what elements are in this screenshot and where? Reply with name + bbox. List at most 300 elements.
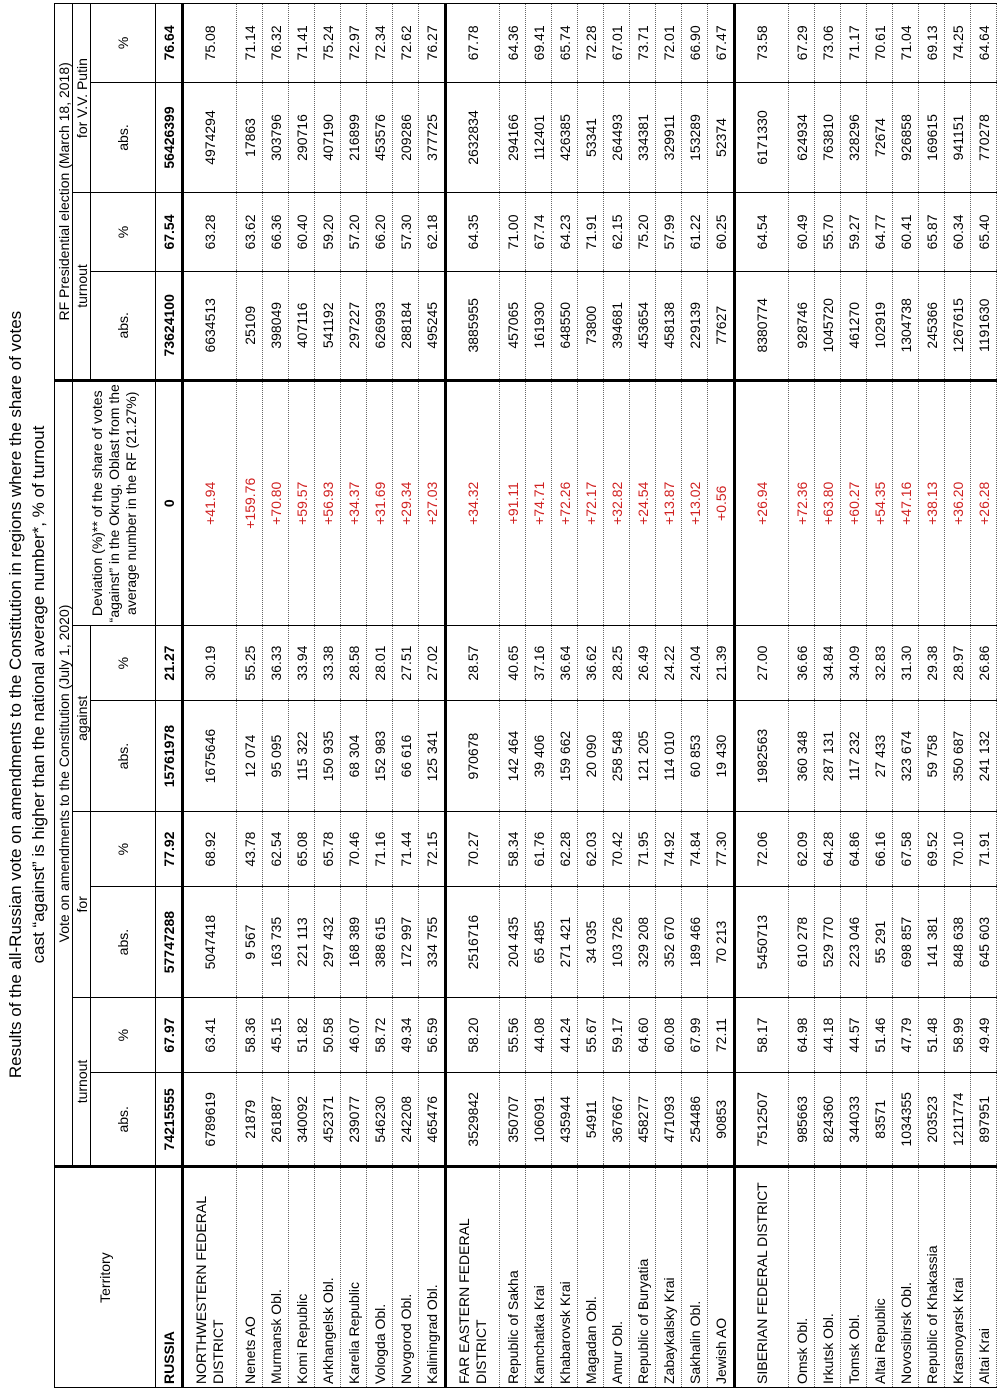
value-cell: 216899 bbox=[341, 82, 367, 192]
table-row bbox=[367, 4, 393, 1388]
value-cell: 55.25 bbox=[237, 625, 263, 701]
value-cell: 73.71 bbox=[630, 4, 656, 83]
value-cell: 27 433 bbox=[867, 701, 893, 811]
value-cell: 648550 bbox=[552, 271, 578, 380]
value-cell: 8380774 bbox=[735, 271, 789, 380]
value-cell: 242208 bbox=[393, 1073, 419, 1167]
value-cell: 407190 bbox=[315, 82, 341, 192]
value-cell: 66.36 bbox=[263, 193, 289, 272]
value-cell: 529 770 bbox=[815, 887, 841, 997]
table-row bbox=[630, 4, 656, 1388]
value-cell: 970678 bbox=[446, 701, 500, 811]
value-cell: 75.20 bbox=[630, 193, 656, 272]
value-cell: 985663 bbox=[789, 1073, 815, 1167]
value-cell: 471093 bbox=[656, 1073, 682, 1167]
value-cell: 340092 bbox=[289, 1073, 315, 1167]
value-cell: 83571 bbox=[867, 1073, 893, 1167]
value-cell: 495245 bbox=[419, 271, 446, 380]
value-cell: 352 670 bbox=[656, 887, 682, 997]
header-abs: abs. bbox=[91, 1073, 156, 1167]
value-cell: 64.77 bbox=[867, 193, 893, 272]
value-cell: 61.76 bbox=[526, 811, 552, 887]
deviation-cell: +56.93 bbox=[315, 380, 341, 625]
territory-name: Jewish AO bbox=[708, 1167, 735, 1388]
header-pct: % bbox=[91, 193, 156, 272]
value-cell: 58.34 bbox=[500, 811, 526, 887]
value-cell: 59 758 bbox=[919, 701, 945, 811]
deviation-cell: +63.80 bbox=[815, 380, 841, 625]
value-cell: 290716 bbox=[289, 82, 315, 192]
value-cell: 926858 bbox=[893, 82, 919, 192]
value-cell: 258 548 bbox=[604, 701, 630, 811]
value-cell: 34.09 bbox=[841, 625, 867, 701]
value-cell: 76.27 bbox=[419, 4, 446, 83]
value-cell: 1191630 bbox=[971, 271, 997, 380]
header-for: for bbox=[73, 811, 91, 997]
value-cell: 1675646 bbox=[183, 701, 237, 811]
value-cell: 5450713 bbox=[735, 887, 789, 997]
value-cell: 47.79 bbox=[893, 997, 919, 1073]
value-cell: 458138 bbox=[656, 271, 682, 380]
value-cell: 9 567 bbox=[237, 887, 263, 997]
value-cell: 28.58 bbox=[341, 625, 367, 701]
territory-name: Karelia Republic bbox=[341, 1167, 367, 1388]
value-cell: 57747288 bbox=[156, 887, 183, 997]
value-cell: 75.08 bbox=[183, 4, 237, 83]
value-cell: 31.30 bbox=[893, 625, 919, 701]
value-cell: 698 857 bbox=[893, 887, 919, 997]
deviation-cell: +72.36 bbox=[789, 380, 815, 625]
value-cell: 394681 bbox=[604, 271, 630, 380]
table-row bbox=[656, 4, 682, 1388]
value-cell: 64.64 bbox=[971, 4, 997, 83]
header-election-group: RF Presidential election (March 18, 2018) bbox=[55, 4, 73, 381]
value-cell: 645 603 bbox=[971, 887, 997, 997]
value-cell: 435944 bbox=[552, 1073, 578, 1167]
value-cell: 71.17 bbox=[841, 4, 867, 83]
value-cell: 27.02 bbox=[419, 625, 446, 701]
deviation-cell: +34.37 bbox=[341, 380, 367, 625]
value-cell: 64.23 bbox=[552, 193, 578, 272]
value-cell: 72.01 bbox=[656, 4, 682, 83]
territory-name: RUSSIA bbox=[156, 1167, 183, 1388]
value-cell: 53341 bbox=[578, 82, 604, 192]
value-cell: 71.44 bbox=[393, 811, 419, 887]
value-cell: 90853 bbox=[708, 1073, 735, 1167]
value-cell: 60.49 bbox=[789, 193, 815, 272]
value-cell: 60.25 bbox=[708, 193, 735, 272]
deviation-cell: +26.94 bbox=[735, 380, 789, 625]
header-abs: abs. bbox=[91, 701, 156, 811]
value-cell: 388 615 bbox=[367, 887, 393, 997]
value-cell: 453576 bbox=[367, 82, 393, 192]
value-cell: 71.95 bbox=[630, 811, 656, 887]
deviation-cell: +29.34 bbox=[393, 380, 419, 625]
value-cell: 70.27 bbox=[446, 811, 500, 887]
value-cell: 56.59 bbox=[419, 997, 446, 1073]
value-cell: 398049 bbox=[263, 271, 289, 380]
value-cell: 60.34 bbox=[945, 193, 971, 272]
value-cell: 3885955 bbox=[446, 271, 500, 380]
deviation-cell: +91.11 bbox=[500, 380, 526, 625]
value-cell: 71.41 bbox=[289, 4, 315, 83]
district-row bbox=[735, 4, 789, 1388]
deviation-cell: +13.02 bbox=[682, 380, 708, 625]
value-cell: 426385 bbox=[552, 82, 578, 192]
value-cell: 770278 bbox=[971, 82, 997, 192]
value-cell: 287 131 bbox=[815, 701, 841, 811]
value-cell: 54911 bbox=[578, 1073, 604, 1167]
value-cell: 76.32 bbox=[263, 4, 289, 83]
deviation-cell: +26.28 bbox=[971, 380, 997, 625]
value-cell: 55.70 bbox=[815, 193, 841, 272]
value-cell: 44.18 bbox=[815, 997, 841, 1073]
value-cell: 25109 bbox=[237, 271, 263, 380]
value-cell: 67.58 bbox=[893, 811, 919, 887]
value-cell: 65.74 bbox=[552, 4, 578, 83]
table-row bbox=[393, 4, 419, 1388]
value-cell: 34.84 bbox=[815, 625, 841, 701]
value-cell: 37.16 bbox=[526, 625, 552, 701]
value-cell: 59.17 bbox=[604, 997, 630, 1073]
value-cell: 261887 bbox=[263, 1073, 289, 1167]
value-cell: 1034355 bbox=[893, 1073, 919, 1167]
header-territory: Territory bbox=[55, 1167, 156, 1388]
value-cell: 58.72 bbox=[367, 997, 393, 1073]
value-cell: 62.09 bbox=[789, 811, 815, 887]
value-cell: 70.10 bbox=[945, 811, 971, 887]
value-cell: 2632834 bbox=[446, 82, 500, 192]
value-cell: 66.16 bbox=[867, 811, 893, 887]
value-cell: 20 090 bbox=[578, 701, 604, 811]
value-cell: 150 935 bbox=[315, 701, 341, 811]
value-cell: 62.15 bbox=[604, 193, 630, 272]
value-cell: 70.61 bbox=[867, 4, 893, 83]
territory-name: Republic of Khakassia bbox=[919, 1167, 945, 1388]
value-cell: 71.16 bbox=[367, 811, 393, 887]
value-cell: 51.82 bbox=[289, 997, 315, 1073]
value-cell: 58.17 bbox=[735, 997, 789, 1073]
value-cell: 271 421 bbox=[552, 887, 578, 997]
table-row bbox=[315, 4, 341, 1388]
value-cell: 72.15 bbox=[419, 811, 446, 887]
value-cell: 67.01 bbox=[604, 4, 630, 83]
value-cell: 17863 bbox=[237, 82, 263, 192]
value-cell: 72.28 bbox=[578, 4, 604, 83]
value-cell: 69.41 bbox=[526, 4, 552, 83]
deviation-cell: +31.69 bbox=[367, 380, 393, 625]
table-row bbox=[578, 4, 604, 1388]
deviation-cell: +54.35 bbox=[867, 380, 893, 625]
value-cell: 897951 bbox=[971, 1073, 997, 1167]
value-cell: 73624100 bbox=[156, 271, 183, 380]
value-cell: 74.25 bbox=[945, 4, 971, 83]
value-cell: 49.49 bbox=[971, 997, 997, 1073]
value-cell: 626993 bbox=[367, 271, 393, 380]
territory-name: Tomsk Obl. bbox=[841, 1167, 867, 1388]
value-cell: 941151 bbox=[945, 82, 971, 192]
value-cell: 67.97 bbox=[156, 997, 183, 1073]
value-cell: 7512507 bbox=[735, 1073, 789, 1167]
value-cell: 64.60 bbox=[630, 997, 656, 1073]
deviation-cell: +38.13 bbox=[919, 380, 945, 625]
value-cell: 457065 bbox=[500, 271, 526, 380]
value-cell: 152 983 bbox=[367, 701, 393, 811]
header-pct: % bbox=[91, 625, 156, 701]
value-cell: 71.91 bbox=[578, 193, 604, 272]
value-cell: 57.30 bbox=[393, 193, 419, 272]
value-cell: 67.29 bbox=[789, 4, 815, 83]
value-cell: 72.97 bbox=[341, 4, 367, 83]
value-cell: 61.22 bbox=[682, 193, 708, 272]
territory-name: FAR EASTERN FEDERAL DISTRICT bbox=[446, 1167, 500, 1388]
value-cell: 72.34 bbox=[367, 4, 393, 83]
header-deviation: Deviation (%)** of the share of votes “against” in the Okrug, Oblast from the average number in the RF (21.27%) bbox=[73, 380, 156, 625]
value-cell: 64.35 bbox=[446, 193, 500, 272]
header-turnout-2018: turnout bbox=[73, 193, 91, 381]
table-row bbox=[263, 4, 289, 1388]
header-turnout: turnout bbox=[73, 997, 91, 1166]
value-cell: 2516716 bbox=[446, 887, 500, 997]
territory-name: Novosibirsk Obl. bbox=[893, 1167, 919, 1388]
value-cell: 67.99 bbox=[682, 997, 708, 1073]
district-row bbox=[183, 4, 237, 1388]
table-row bbox=[237, 4, 263, 1388]
value-cell: 57.20 bbox=[341, 193, 367, 272]
deviation-cell: +34.32 bbox=[446, 380, 500, 625]
value-cell: 64.98 bbox=[789, 997, 815, 1073]
territory-name: Vologda Obl. bbox=[367, 1167, 393, 1388]
table-row bbox=[945, 4, 971, 1388]
value-cell: 26.86 bbox=[971, 625, 997, 701]
title-line-1: Results of the all-Russian vote on amendments to the Constitution in regions where the share of votes bbox=[6, 310, 25, 1079]
value-cell: 52374 bbox=[708, 82, 735, 192]
value-cell: 28.57 bbox=[446, 625, 500, 701]
value-cell: 159 662 bbox=[552, 701, 578, 811]
value-cell: 294166 bbox=[500, 82, 526, 192]
value-cell: 241 132 bbox=[971, 701, 997, 811]
header-pct: % bbox=[91, 4, 156, 83]
value-cell: 57.99 bbox=[656, 193, 682, 272]
value-cell: 189 466 bbox=[682, 887, 708, 997]
value-cell: 73.58 bbox=[735, 4, 789, 83]
value-cell: 56426399 bbox=[156, 82, 183, 192]
value-cell: 68.92 bbox=[183, 811, 237, 887]
value-cell: 59.20 bbox=[315, 193, 341, 272]
table-row bbox=[971, 4, 997, 1388]
value-cell: 72.11 bbox=[708, 997, 735, 1073]
value-cell: 297227 bbox=[341, 271, 367, 380]
value-cell: 60.40 bbox=[289, 193, 315, 272]
header-abs: abs. bbox=[91, 82, 156, 192]
table-wrapper bbox=[54, 0, 992, 1389]
deviation-cell: +36.20 bbox=[945, 380, 971, 625]
value-cell: 465476 bbox=[419, 1073, 446, 1167]
value-cell: 77.30 bbox=[708, 811, 735, 887]
value-cell: 121 205 bbox=[630, 701, 656, 811]
value-cell: 49.34 bbox=[393, 997, 419, 1073]
value-cell: 367667 bbox=[604, 1073, 630, 1167]
value-cell: 546230 bbox=[367, 1073, 393, 1167]
value-cell: 74215555 bbox=[156, 1073, 183, 1167]
value-cell: 1304738 bbox=[893, 271, 919, 380]
value-cell: 245366 bbox=[919, 271, 945, 380]
deviation-cell: +47.16 bbox=[893, 380, 919, 625]
value-cell: 209286 bbox=[393, 82, 419, 192]
value-cell: 6171330 bbox=[735, 82, 789, 192]
header-abs: abs. bbox=[91, 887, 156, 997]
table-row bbox=[341, 4, 367, 1388]
value-cell: 329911 bbox=[656, 82, 682, 192]
value-cell: 33.38 bbox=[315, 625, 341, 701]
table-title bbox=[0, 0, 54, 1389]
value-cell: 453654 bbox=[630, 271, 656, 380]
deviation-cell: +24.54 bbox=[630, 380, 656, 625]
value-cell: 64.28 bbox=[815, 811, 841, 887]
value-cell: 27.00 bbox=[735, 625, 789, 701]
value-cell: 62.03 bbox=[578, 811, 604, 887]
value-cell: 66 616 bbox=[393, 701, 419, 811]
value-cell: 67.78 bbox=[446, 4, 500, 83]
value-cell: 350707 bbox=[500, 1073, 526, 1167]
value-cell: 328296 bbox=[841, 82, 867, 192]
table-row bbox=[289, 4, 315, 1388]
value-cell: 28.97 bbox=[945, 625, 971, 701]
value-cell: 68 304 bbox=[341, 701, 367, 811]
value-cell: 6634513 bbox=[183, 271, 237, 380]
value-cell: 27.51 bbox=[393, 625, 419, 701]
value-cell: 824360 bbox=[815, 1073, 841, 1167]
value-cell: 3529842 bbox=[446, 1073, 500, 1167]
header-abs: abs. bbox=[91, 271, 156, 380]
value-cell: 65.78 bbox=[315, 811, 341, 887]
deviation-cell: +72.17 bbox=[578, 380, 604, 625]
territory-name: SIBERIAN FEDERAL DISTRICT bbox=[735, 1167, 789, 1388]
value-cell: 59.27 bbox=[841, 193, 867, 272]
value-cell: 142 464 bbox=[500, 701, 526, 811]
territory-name: Republic of Sakha bbox=[500, 1167, 526, 1388]
territory-name: Novgorod Obl. bbox=[393, 1167, 419, 1388]
value-cell: 1045720 bbox=[815, 271, 841, 380]
value-cell: 106091 bbox=[526, 1073, 552, 1167]
value-cell: 204 435 bbox=[500, 887, 526, 997]
value-cell: 112401 bbox=[526, 82, 552, 192]
value-cell: 115 322 bbox=[289, 701, 315, 811]
value-cell: 221 113 bbox=[289, 887, 315, 997]
results-table bbox=[54, 3, 997, 1388]
value-cell: 168 389 bbox=[341, 887, 367, 997]
value-cell: 28.01 bbox=[367, 625, 393, 701]
value-cell: 77627 bbox=[708, 271, 735, 380]
value-cell: 74.92 bbox=[656, 811, 682, 887]
value-cell: 64.86 bbox=[841, 811, 867, 887]
value-cell: 125 341 bbox=[419, 701, 446, 811]
value-cell: 44.57 bbox=[841, 997, 867, 1073]
value-cell: 58.20 bbox=[446, 997, 500, 1073]
value-cell: 161930 bbox=[526, 271, 552, 380]
value-cell: 39 406 bbox=[526, 701, 552, 811]
territory-name: Irkutsk Obl. bbox=[815, 1167, 841, 1388]
value-cell: 36.33 bbox=[263, 625, 289, 701]
table-row bbox=[789, 4, 815, 1388]
deviation-cell: +27.03 bbox=[419, 380, 446, 625]
value-cell: 172 997 bbox=[393, 887, 419, 997]
value-cell: 458277 bbox=[630, 1073, 656, 1167]
value-cell: 71.04 bbox=[893, 4, 919, 83]
territory-name: Murmansk Obl. bbox=[263, 1167, 289, 1388]
territory-name: Altai Krai bbox=[971, 1167, 997, 1388]
deviation-cell: +32.82 bbox=[604, 380, 630, 625]
value-cell: 1267615 bbox=[945, 271, 971, 380]
value-cell: 12 074 bbox=[237, 701, 263, 811]
value-cell: 65.87 bbox=[919, 193, 945, 272]
value-cell: 28.25 bbox=[604, 625, 630, 701]
value-cell: 117 232 bbox=[841, 701, 867, 811]
value-cell: 21879 bbox=[237, 1073, 263, 1167]
russia-total-row bbox=[156, 4, 183, 1388]
value-cell: 71.91 bbox=[971, 811, 997, 887]
value-cell: 334381 bbox=[630, 82, 656, 192]
territory-name: Khabarovsk Krai bbox=[552, 1167, 578, 1388]
value-cell: 323 674 bbox=[893, 701, 919, 811]
value-cell: 70.42 bbox=[604, 811, 630, 887]
value-cell: 36.64 bbox=[552, 625, 578, 701]
value-cell: 66.20 bbox=[367, 193, 393, 272]
title-line-2: cast “against” is higher than the national average number*, % of turnout bbox=[29, 425, 48, 964]
value-cell: 60 853 bbox=[682, 701, 708, 811]
table-row bbox=[682, 4, 708, 1388]
value-cell: 344033 bbox=[841, 1073, 867, 1167]
territory-name: Kamchatka Krai bbox=[526, 1167, 552, 1388]
value-cell: 24.04 bbox=[682, 625, 708, 701]
value-cell: 46.07 bbox=[341, 997, 367, 1073]
value-cell: 65.08 bbox=[289, 811, 315, 887]
value-cell: 452371 bbox=[315, 1073, 341, 1167]
value-cell: 60.08 bbox=[656, 997, 682, 1073]
value-cell: 73800 bbox=[578, 271, 604, 380]
territory-name: Sakhalin Obl. bbox=[682, 1167, 708, 1388]
value-cell: 67.47 bbox=[708, 4, 735, 83]
value-cell: 30.19 bbox=[183, 625, 237, 701]
value-cell: 239077 bbox=[341, 1073, 367, 1167]
value-cell: 163 735 bbox=[263, 887, 289, 997]
value-cell: 102919 bbox=[867, 271, 893, 380]
value-cell: 303796 bbox=[263, 82, 289, 192]
value-cell: 34 035 bbox=[578, 887, 604, 997]
table-row bbox=[893, 4, 919, 1388]
value-cell: 58.99 bbox=[945, 997, 971, 1073]
value-cell: 6789619 bbox=[183, 1073, 237, 1167]
deviation-cell: +41.94 bbox=[183, 380, 237, 625]
value-cell: 65 485 bbox=[526, 887, 552, 997]
value-cell: 153289 bbox=[682, 82, 708, 192]
value-cell: 51.46 bbox=[867, 997, 893, 1073]
deviation-cell: +0.56 bbox=[708, 380, 735, 625]
value-cell: 71.14 bbox=[237, 4, 263, 83]
district-row bbox=[446, 4, 500, 1388]
value-cell: 21.27 bbox=[156, 625, 183, 701]
header-against: against bbox=[73, 625, 91, 811]
value-cell: 624934 bbox=[789, 82, 815, 192]
value-cell: 70 213 bbox=[708, 887, 735, 997]
value-cell: 64.36 bbox=[500, 4, 526, 83]
value-cell: 26.49 bbox=[630, 625, 656, 701]
value-cell: 1211774 bbox=[945, 1073, 971, 1167]
value-cell: 63.41 bbox=[183, 997, 237, 1073]
table-row bbox=[526, 4, 552, 1388]
value-cell: 32.83 bbox=[867, 625, 893, 701]
value-cell: 288184 bbox=[393, 271, 419, 380]
